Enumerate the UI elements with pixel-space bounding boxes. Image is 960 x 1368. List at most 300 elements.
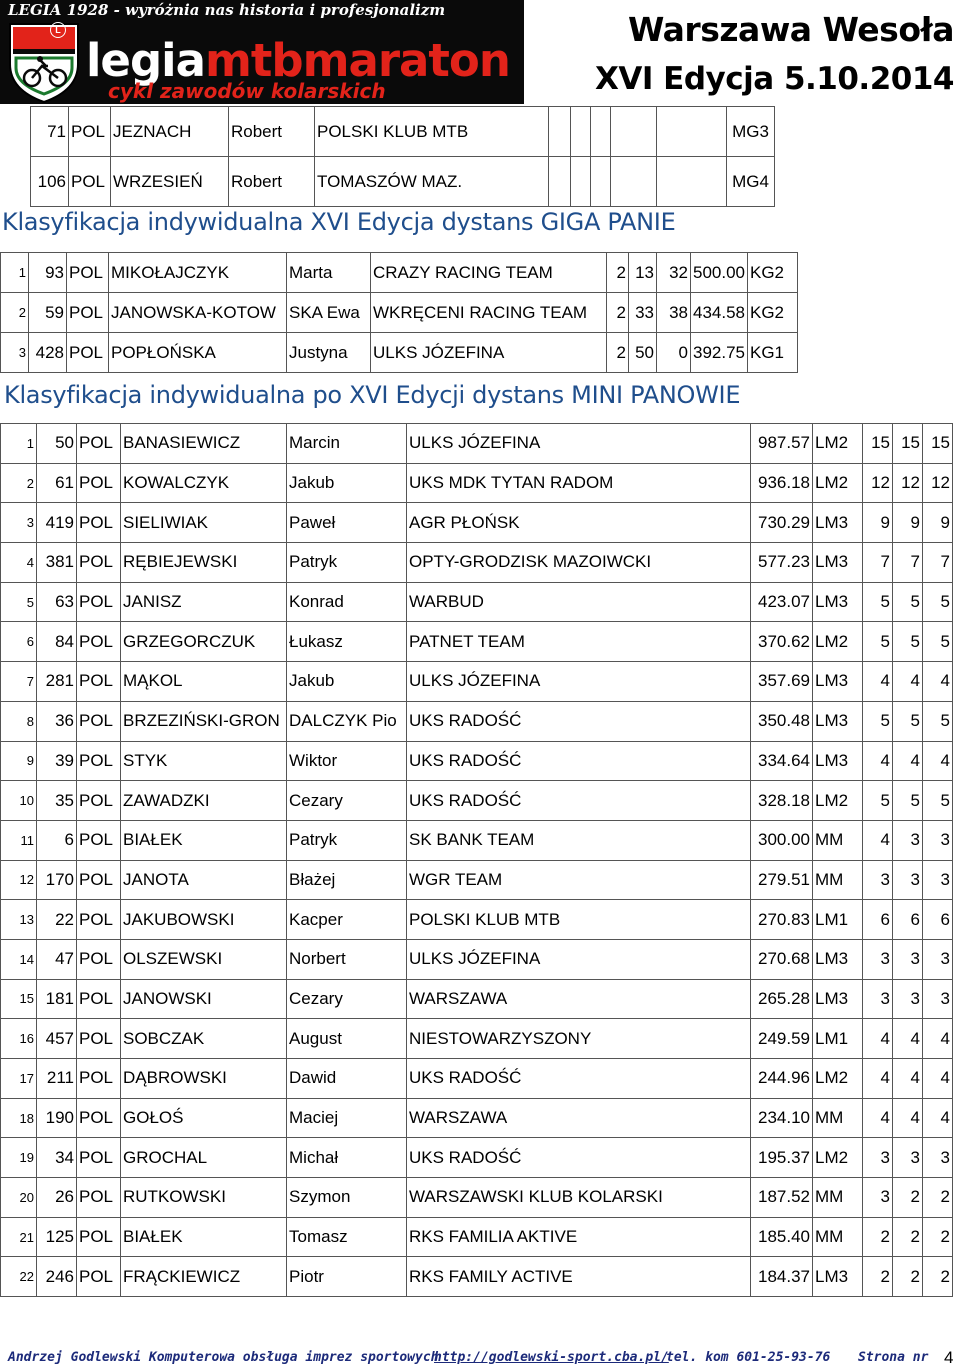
cell-pos: 19 xyxy=(1,1138,37,1178)
table-row xyxy=(1,1138,953,1178)
cell-surname: JANISZ xyxy=(121,582,287,622)
cell-s3: 2 xyxy=(923,1178,953,1218)
cell-nr: 63 xyxy=(37,582,77,622)
cell-pos: 13 xyxy=(1,900,37,940)
cell-surname: WRZESIEŃ xyxy=(111,157,229,207)
table-row xyxy=(1,662,953,702)
cell-b: 50 xyxy=(629,333,657,373)
cell-cat: MM xyxy=(813,1098,863,1138)
cell-pos: 3 xyxy=(1,333,29,373)
table-row xyxy=(1,860,953,900)
cell-country: POL xyxy=(67,293,109,333)
cell-pos: 4 xyxy=(1,543,37,583)
cell-points: 987.57 xyxy=(751,424,813,464)
cell-s2: 5 xyxy=(893,582,923,622)
cell-pos: 16 xyxy=(1,1019,37,1059)
cell-country: POL xyxy=(77,1098,121,1138)
table-row xyxy=(1,1178,953,1218)
cell-name: Wiktor xyxy=(287,741,407,781)
cell-pos: 3 xyxy=(1,503,37,543)
cell-club: SK BANK TEAM xyxy=(407,820,751,860)
cell-name: Jakub xyxy=(287,463,407,503)
cell-points: 187.52 xyxy=(751,1178,813,1218)
cell-pos: 2 xyxy=(1,463,37,503)
cell-s3: 3 xyxy=(923,1138,953,1178)
cell-pos: 9 xyxy=(1,741,37,781)
cell-empty xyxy=(611,107,657,157)
cell-s1: 7 xyxy=(863,543,893,583)
cell-s3: 3 xyxy=(923,939,953,979)
cell-club: RKS FAMILIA AKTIVE xyxy=(407,1217,751,1257)
cell-country: POL xyxy=(77,781,121,821)
cell-country: POL xyxy=(77,701,121,741)
cell-surname: SIELIWIAK xyxy=(121,503,287,543)
cell-club: ULKS JÓZEFINA xyxy=(407,662,751,702)
cell-s1: 3 xyxy=(863,979,893,1019)
cell-s2: 2 xyxy=(893,1178,923,1218)
cell-name: Łukasz xyxy=(287,622,407,662)
cell-nr: 36 xyxy=(37,701,77,741)
event-edition: XVI Edycja 5.10.2014 xyxy=(594,61,954,97)
cell-s1: 3 xyxy=(863,939,893,979)
cell-points: 434.58 xyxy=(691,293,748,333)
cell-country: POL xyxy=(77,1217,121,1257)
cell-cat: LM2 xyxy=(813,622,863,662)
cell-c: 32 xyxy=(657,253,691,293)
table-row xyxy=(1,463,953,503)
cell-b: 33 xyxy=(629,293,657,333)
cell-club: WARSZAWA xyxy=(407,979,751,1019)
cell-s1: 4 xyxy=(863,741,893,781)
cell-cat: KG2 xyxy=(748,253,798,293)
cell-nr: 419 xyxy=(37,503,77,543)
table-row xyxy=(1,1098,953,1138)
table-row xyxy=(1,701,953,741)
cell-surname: OLSZEWSKI xyxy=(121,939,287,979)
cell-a: 2 xyxy=(607,333,629,373)
cell-pos: 17 xyxy=(1,1059,37,1099)
cell-s3: 4 xyxy=(923,662,953,702)
cell-s2: 3 xyxy=(893,1138,923,1178)
cell-cat: LM3 xyxy=(813,701,863,741)
cell-points: 270.68 xyxy=(751,939,813,979)
cell-name: Piotr xyxy=(287,1257,407,1297)
cell-s2: 3 xyxy=(893,860,923,900)
cell-surname: BIAŁEK xyxy=(121,1217,287,1257)
cell-s2: 4 xyxy=(893,662,923,702)
banner-slogan: LEGIA 1928 - wyróżnia nas historia i profesjonalizm xyxy=(8,1,446,19)
cell-points: 249.59 xyxy=(751,1019,813,1059)
cell-nr: 26 xyxy=(37,1178,77,1218)
cell-club: WARSZAWA xyxy=(407,1098,751,1138)
cell-country: POL xyxy=(77,622,121,662)
giga-panie-table xyxy=(0,252,798,373)
mini-panowie-table xyxy=(0,423,953,1297)
cell-surname: DĄBROWSKI xyxy=(121,1059,287,1099)
cell-s2: 3 xyxy=(893,939,923,979)
cell-s2: 4 xyxy=(893,741,923,781)
table-row xyxy=(1,424,953,464)
cell-club: WKRĘCENI RACING TEAM xyxy=(371,293,607,333)
cell-name: Marcin xyxy=(287,424,407,464)
table-row xyxy=(1,741,953,781)
cell-pos: 15 xyxy=(1,979,37,1019)
cell-nr: 381 xyxy=(37,543,77,583)
cell-s3: 12 xyxy=(923,463,953,503)
cell-cat: LM3 xyxy=(813,543,863,583)
cell-country: POL xyxy=(77,1138,121,1178)
cell-country: POL xyxy=(77,1059,121,1099)
cell-points: 270.83 xyxy=(751,900,813,940)
cell-cat: KG2 xyxy=(748,293,798,333)
cell-pos: 5 xyxy=(1,582,37,622)
cell-points: 328.18 xyxy=(751,781,813,821)
cell-empty xyxy=(591,157,611,207)
cell-country: POL xyxy=(67,333,109,373)
cell-s3: 15 xyxy=(923,424,953,464)
cell-s3: 9 xyxy=(923,503,953,543)
cell-nr: 181 xyxy=(37,979,77,1019)
cell-cat: LM3 xyxy=(813,741,863,781)
cell-s2: 5 xyxy=(893,622,923,662)
cell-surname: GRZEGORCZUK xyxy=(121,622,287,662)
cell-pos: 14 xyxy=(1,939,37,979)
cell-surname: STYK xyxy=(121,741,287,781)
cell-nr: 93 xyxy=(29,253,67,293)
footer-phone: tel. kom 601-25-93-76 xyxy=(666,1350,831,1365)
cell-points: 370.62 xyxy=(751,622,813,662)
cell-s1: 4 xyxy=(863,1059,893,1099)
cell-nr: 22 xyxy=(37,900,77,940)
cell-cat: LM2 xyxy=(813,781,863,821)
cell-surname: JAKUBOWSKI xyxy=(121,900,287,940)
cell-surname: JANOWSKI xyxy=(121,979,287,1019)
table-row xyxy=(1,503,953,543)
cell-s1: 4 xyxy=(863,1098,893,1138)
cell-country: POL xyxy=(69,157,111,207)
cell-pos: 21 xyxy=(1,1217,37,1257)
cell-points: 184.37 xyxy=(751,1257,813,1297)
cell-surname: ZAWADZKI xyxy=(121,781,287,821)
cell-cat: LM2 xyxy=(813,463,863,503)
cell-nr: 211 xyxy=(37,1059,77,1099)
footer-website-link[interactable]: http://godlewski-sport.cba.pl/ xyxy=(434,1350,669,1365)
cell-s3: 3 xyxy=(923,820,953,860)
cell-s3: 6 xyxy=(923,900,953,940)
cell-name: Marta xyxy=(287,253,371,293)
cell-country: POL xyxy=(69,107,111,157)
cell-s2: 9 xyxy=(893,503,923,543)
cell-name: Patryk xyxy=(287,820,407,860)
cell-club: UKS RADOŚĆ xyxy=(407,1138,751,1178)
cell-cat: KG1 xyxy=(748,333,798,373)
cell-s1: 5 xyxy=(863,622,893,662)
cell-surname: FRĄCKIEWICZ xyxy=(121,1257,287,1297)
cell-s1: 2 xyxy=(863,1217,893,1257)
cell-cat: LM2 xyxy=(813,1138,863,1178)
event-banner xyxy=(0,0,524,104)
cell-nr: 47 xyxy=(37,939,77,979)
cell-surname: SOBCZAK xyxy=(121,1019,287,1059)
cell-s3: 7 xyxy=(923,543,953,583)
cell-pos: 8 xyxy=(1,701,37,741)
cell-cat: LM2 xyxy=(813,1059,863,1099)
cell-s1: 5 xyxy=(863,701,893,741)
footer-page-label: Strona nr xyxy=(858,1350,929,1365)
cell-nr: 428 xyxy=(29,333,67,373)
cell-club: AGR PŁOŃSK xyxy=(407,503,751,543)
cell-club: UKS RADOŚĆ xyxy=(407,781,751,821)
cell-c: 38 xyxy=(657,293,691,333)
cell-s1: 5 xyxy=(863,582,893,622)
cell-country: POL xyxy=(77,424,121,464)
table-row xyxy=(1,582,953,622)
cell-name: Michał xyxy=(287,1138,407,1178)
cell-cat: LM1 xyxy=(813,900,863,940)
cell-cat: LM3 xyxy=(813,1257,863,1297)
cell-c: 0 xyxy=(657,333,691,373)
cell-nr: 84 xyxy=(37,622,77,662)
cell-s3: 5 xyxy=(923,701,953,741)
cell-s3: 5 xyxy=(923,582,953,622)
cell-points: 195.37 xyxy=(751,1138,813,1178)
cell-surname: BRZEZIŃSKI-GRON xyxy=(121,701,287,741)
cell-surname: JANOTA xyxy=(121,860,287,900)
cell-name: Cezary xyxy=(287,781,407,821)
cell-s1: 3 xyxy=(863,1138,893,1178)
cell-surname: RĘBIEJEWSKI xyxy=(121,543,287,583)
cell-cat: LM3 xyxy=(813,662,863,702)
cell-surname: BIAŁEK xyxy=(121,820,287,860)
cell-s2: 7 xyxy=(893,543,923,583)
cell-name: Jakub xyxy=(287,662,407,702)
cell-country: POL xyxy=(77,939,121,979)
cell-nr: 125 xyxy=(37,1217,77,1257)
cell-nr: 39 xyxy=(37,741,77,781)
cell-nr: 457 xyxy=(37,1019,77,1059)
cell-a: 2 xyxy=(607,253,629,293)
cell-empty xyxy=(571,107,591,157)
cell-cat: LM3 xyxy=(813,979,863,1019)
cell-club: POLSKI KLUB MTB xyxy=(315,107,549,157)
cell-s2: 12 xyxy=(893,463,923,503)
cell-country: POL xyxy=(77,662,121,702)
table-row xyxy=(1,293,798,333)
cell-name: Konrad xyxy=(287,582,407,622)
cell-points: 185.40 xyxy=(751,1217,813,1257)
cell-club: PATNET TEAM xyxy=(407,622,751,662)
cell-club: CRAZY RACING TEAM xyxy=(371,253,607,293)
table-row xyxy=(1,820,953,860)
cell-name: SKA Ewa xyxy=(287,293,371,333)
cell-name: Szymon xyxy=(287,1178,407,1218)
cell-club: UKS RADOŚĆ xyxy=(407,701,751,741)
cell-name: Kacper xyxy=(287,900,407,940)
cell-points: 577.23 xyxy=(751,543,813,583)
cell-points: 244.96 xyxy=(751,1059,813,1099)
cell-nr: 281 xyxy=(37,662,77,702)
table-row xyxy=(31,157,775,207)
page-footer xyxy=(0,1350,960,1368)
cell-s2: 6 xyxy=(893,900,923,940)
cell-s3: 4 xyxy=(923,1098,953,1138)
brand-subtitle: cykl zawodów kolarskich xyxy=(108,79,386,103)
cell-nr: 71 xyxy=(31,107,69,157)
cell-points: 357.69 xyxy=(751,662,813,702)
table-row xyxy=(1,1019,953,1059)
cell-empty xyxy=(549,107,571,157)
cell-country: POL xyxy=(77,503,121,543)
cell-cat: LM3 xyxy=(813,582,863,622)
cell-s3: 4 xyxy=(923,1019,953,1059)
cell-club: WARBUD xyxy=(407,582,751,622)
cell-s3: 5 xyxy=(923,781,953,821)
cell-s2: 4 xyxy=(893,1019,923,1059)
cell-s1: 5 xyxy=(863,781,893,821)
cell-pos: 2 xyxy=(1,293,29,333)
cell-cat: LM3 xyxy=(813,939,863,979)
cell-pos: 22 xyxy=(1,1257,37,1297)
copyright-icon: L xyxy=(50,22,66,38)
cell-s2: 4 xyxy=(893,1059,923,1099)
cell-s1: 9 xyxy=(863,503,893,543)
cell-s1: 4 xyxy=(863,820,893,860)
cell-name: Paweł xyxy=(287,503,407,543)
cell-points: 300.00 xyxy=(751,820,813,860)
cell-country: POL xyxy=(77,979,121,1019)
cell-nr: 6 xyxy=(37,820,77,860)
cell-s3: 3 xyxy=(923,979,953,1019)
cell-surname: MIKOŁAJCZYK xyxy=(109,253,287,293)
table-row xyxy=(1,900,953,940)
legia-shield-logo xyxy=(4,20,84,104)
cell-surname: RUTKOWSKI xyxy=(121,1178,287,1218)
cell-club: RKS FAMILY ACTIVE xyxy=(407,1257,751,1297)
cell-club: OPTY-GRODZISK MAZOIWCKI xyxy=(407,543,751,583)
section-title-mini-panowie: Klasyfikacja indywidualna po XVI Edycji dystans MINI PANOWIE xyxy=(4,381,741,409)
cell-s1: 3 xyxy=(863,1178,893,1218)
cell-nr: 59 xyxy=(29,293,67,333)
cell-points: 279.51 xyxy=(751,860,813,900)
cell-nr: 61 xyxy=(37,463,77,503)
cell-club: POLSKI KLUB MTB xyxy=(407,900,751,940)
cell-surname: JEZNACH xyxy=(111,107,229,157)
cell-country: POL xyxy=(77,1257,121,1297)
cell-s3: 2 xyxy=(923,1257,953,1297)
cell-points: 350.48 xyxy=(751,701,813,741)
cell-s3: 4 xyxy=(923,1059,953,1099)
cell-nr: 190 xyxy=(37,1098,77,1138)
cell-s1: 4 xyxy=(863,1019,893,1059)
cell-cat: MM xyxy=(813,1217,863,1257)
cell-s3: 5 xyxy=(923,622,953,662)
footer-page-number: 4 xyxy=(944,1348,954,1367)
cell-pos: 7 xyxy=(1,662,37,702)
cell-s2: 2 xyxy=(893,1217,923,1257)
cell-points: 936.18 xyxy=(751,463,813,503)
cell-name: Norbert xyxy=(287,939,407,979)
cell-s2: 5 xyxy=(893,701,923,741)
cell-name: August xyxy=(287,1019,407,1059)
cell-s3: 3 xyxy=(923,860,953,900)
cell-name: Błażej xyxy=(287,860,407,900)
cell-pos: 20 xyxy=(1,1178,37,1218)
cell-empty xyxy=(591,107,611,157)
cell-cat: MG3 xyxy=(727,107,775,157)
table-row xyxy=(1,939,953,979)
cell-points: 334.64 xyxy=(751,741,813,781)
cell-points: 730.29 xyxy=(751,503,813,543)
cell-cat: MM xyxy=(813,820,863,860)
cell-surname: JANOWSKA-KOTOW xyxy=(109,293,287,333)
cell-nr: 35 xyxy=(37,781,77,821)
cell-cat: LM3 xyxy=(813,503,863,543)
cell-s2: 5 xyxy=(893,781,923,821)
previous-results-table xyxy=(30,106,775,207)
cell-surname: GROCHAL xyxy=(121,1138,287,1178)
cell-points: 265.28 xyxy=(751,979,813,1019)
cell-b: 13 xyxy=(629,253,657,293)
cell-s1: 2 xyxy=(863,1257,893,1297)
cell-name: Dawid xyxy=(287,1059,407,1099)
cell-country: POL xyxy=(77,1019,121,1059)
cell-a: 2 xyxy=(607,293,629,333)
cell-club: WARSZAWSKI KLUB KOLARSKI xyxy=(407,1178,751,1218)
cell-name: Justyna xyxy=(287,333,371,373)
cell-cat: MM xyxy=(813,1178,863,1218)
cell-s1: 4 xyxy=(863,662,893,702)
cell-s3: 4 xyxy=(923,741,953,781)
cell-cat: MM xyxy=(813,860,863,900)
cell-surname: KOWALCZYK xyxy=(121,463,287,503)
cell-club: ULKS JÓZEFINA xyxy=(407,939,751,979)
cell-s3: 2 xyxy=(923,1217,953,1257)
cell-surname: GOŁOŚ xyxy=(121,1098,287,1138)
event-location: Warszawa Wesoła xyxy=(627,10,954,49)
cell-s2: 3 xyxy=(893,820,923,860)
cell-empty xyxy=(657,107,727,157)
table-row xyxy=(1,622,953,662)
cell-s2: 15 xyxy=(893,424,923,464)
table-row xyxy=(1,1257,953,1297)
cell-cat: LM1 xyxy=(813,1019,863,1059)
cell-club: ULKS JÓZEFINA xyxy=(371,333,607,373)
cell-points: 392.75 xyxy=(691,333,748,373)
cell-club: UKS RADOŚĆ xyxy=(407,1059,751,1099)
table-row xyxy=(31,107,775,157)
footer-author: Andrzej Godlewski Komputerowa obsługa imprez sportowych xyxy=(8,1350,439,1365)
cell-pos: 1 xyxy=(1,424,37,464)
cell-name: Cezary xyxy=(287,979,407,1019)
cell-empty xyxy=(611,157,657,207)
cell-cat: LM2 xyxy=(813,424,863,464)
table-row xyxy=(1,333,798,373)
cell-country: POL xyxy=(77,741,121,781)
table-row xyxy=(1,1217,953,1257)
cell-country: POL xyxy=(77,860,121,900)
cell-club: UKS RADOŚĆ xyxy=(407,741,751,781)
cell-s1: 3 xyxy=(863,860,893,900)
cell-country: POL xyxy=(77,582,121,622)
cell-country: POL xyxy=(77,1178,121,1218)
cell-pos: 1 xyxy=(1,253,29,293)
cell-club: NIESTOWARZYSZONY xyxy=(407,1019,751,1059)
cell-name: Robert xyxy=(229,107,315,157)
cell-s1: 6 xyxy=(863,900,893,940)
cell-s2: 2 xyxy=(893,1257,923,1297)
cell-club: ULKS JÓZEFINA xyxy=(407,424,751,464)
cell-name: Tomasz xyxy=(287,1217,407,1257)
